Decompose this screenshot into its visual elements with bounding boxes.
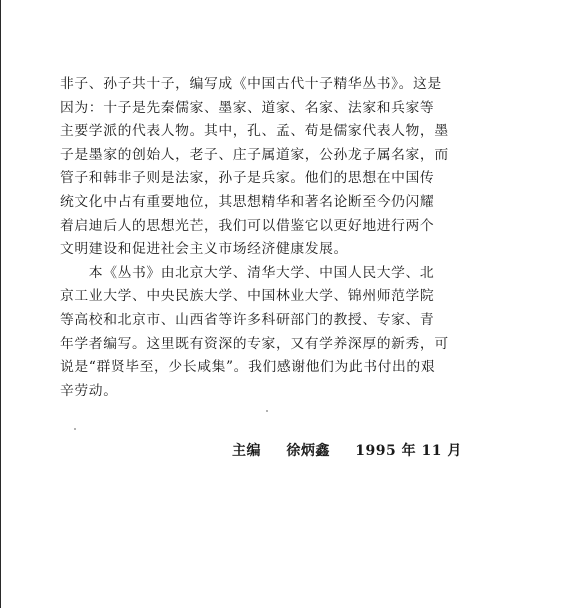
text-line: 等高校和北京市、山西省等许多科研部门的教授、专家、青	[60, 311, 435, 328]
editor-name: 徐炳鑫	[286, 443, 330, 459]
text-line: 管子和韩非子则是法家，孙子是兵家。他们的思想在中国传	[60, 170, 435, 187]
text-line: 主要学派的代表人物。其中，孔、孟、荀是儒家代表人物，墨	[60, 123, 449, 140]
text-line: 子是墨家的创始人，老子、庄子属道家，公孙龙子属名家，而	[60, 146, 449, 163]
paragraph-1	[60, 73, 520, 262]
text-line: 文明建设和促进社会主义市场经济健康发展。	[60, 241, 348, 258]
signature-date: 1995 年 11 月	[355, 443, 462, 459]
text-line: 说是“群贤毕至，少长咸集”。我们感谢他们为此书付出的艰	[60, 359, 436, 376]
text-line: 统文化中占有重要地位，其思想精华和著名论断至今仍闪耀	[60, 193, 435, 210]
signature-line	[232, 440, 462, 460]
scan-speck	[74, 428, 76, 430]
scan-edge-line	[0, 0, 1, 608]
body-text	[60, 73, 520, 403]
paragraph-2	[60, 262, 520, 404]
text-line: 年学者编写。这里既有资深的专家，又有学养深厚的新秀，可	[60, 335, 449, 352]
text-line: 辛劳动。	[60, 382, 118, 399]
text-line: 京工业大学、中央民族大学、中国林业大学、锦州师范学院	[60, 288, 435, 305]
scan-speck	[266, 410, 268, 412]
text-line: 着启迪后人的思想光芒，我们可以借鉴它以更好地进行两个	[60, 217, 435, 234]
text-line: 本《丛书》由北京大学、清华大学、中国人民大学、北	[60, 264, 435, 281]
text-line: 因为：十子是先秦儒家、墨家、道家、名家、法家和兵家等	[60, 99, 435, 116]
text-line: 非子、孙子共十子，编写成《中国古代十子精华丛书》。这是	[60, 76, 442, 92]
editor-role: 主编	[232, 443, 261, 459]
